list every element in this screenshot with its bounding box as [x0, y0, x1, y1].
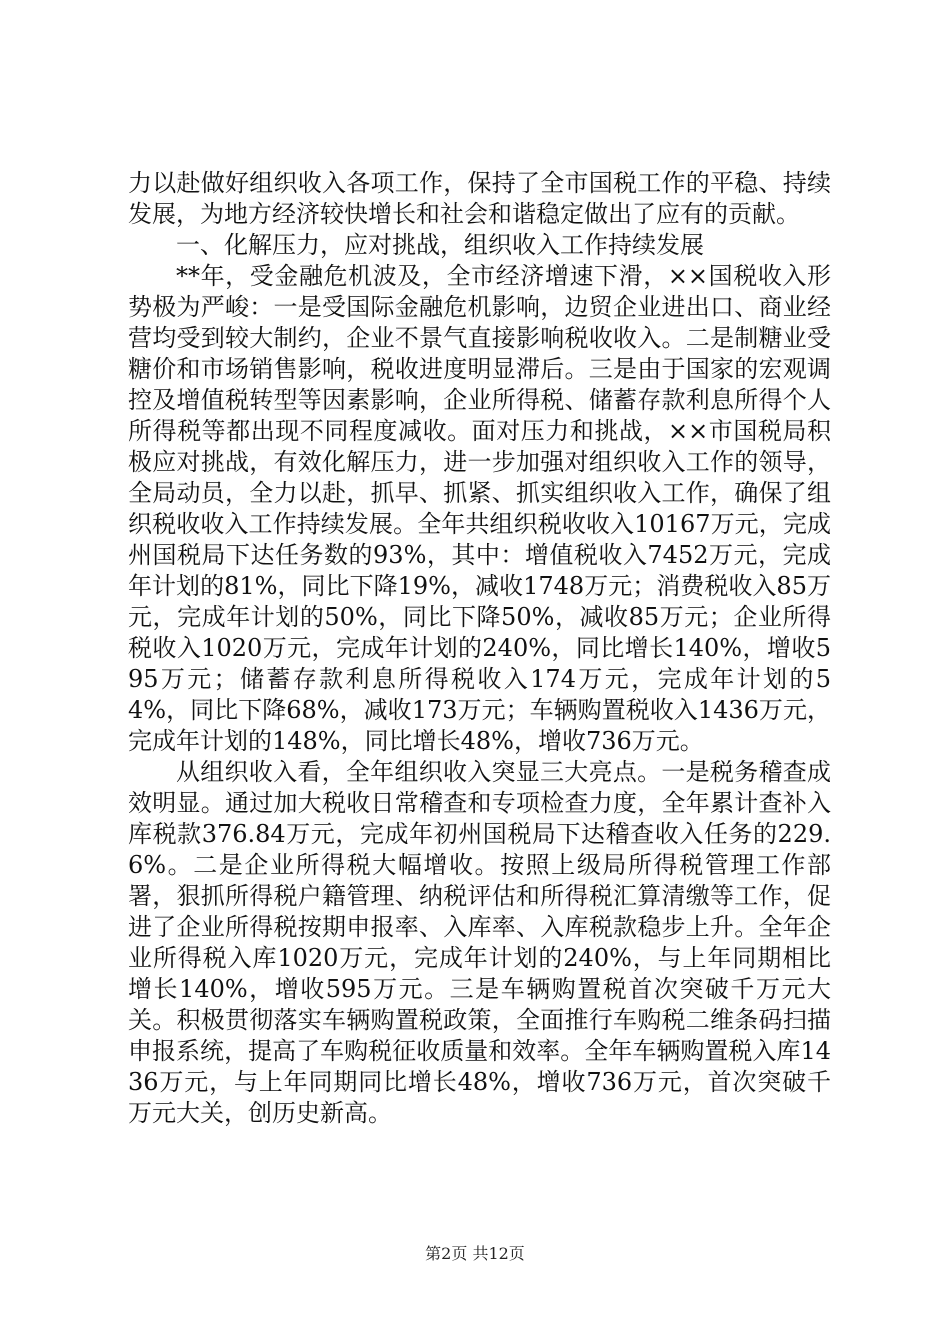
document-body	[128, 168, 831, 1129]
paragraph-highlights: 从组织收入看，全年组织收入突显三大亮点。一是税务稽查成效明显。通过加大税收日常稽查和专项检查力度，全年累计查补入库税款376.84万元，完成年初州国税局下达稽查收入任务的229.6%。二是企业所得税大幅增收。按照上级局所得税管理工作部署，狠抓所得税户籍管理、纳税评估和所得税汇算清缴等工作，促进了企业所得税按期申报率、入库率、入库税款稳步上升。全年企业所得税入库1020万元，完成年计划的240%，与上年同期相比增长140%，增收595万元。三是车辆购置税首次突破千万元大关。积极贯彻落实车辆购置税政策，全面推行车购税二维条码扫描申报系统，提高了车购税征收质量和效率。全年车辆购置税入库1436万元，与上年同期同比增长48%，增收736万元，首次突破千万元大关，创历史新高。	[128, 758, 831, 1127]
paragraph-continuation: 力以赴做好组织收入各项工作，保持了全市国税工作的平稳、持续发展，为地方经济较快增长和社会和谐稳定做出了应有的贡献。	[128, 169, 831, 228]
paragraph-revenue-situation: **年，受金融危机波及，全市经济增速下滑，××国税收入形势极为严峻：一是受国际金融危机影响，边贸企业进出口、商业经营均受到较大制约，企业不景气直接影响税收收入。二是制糖业受糖价和市场销售影响，税收进度明显滞后。三是由于国家的宏观调控及增值税转型等因素影响，企业所得税、储蓄存款利息所得个人所得税等都出现不同程度减收。面对压力和挑战，××市国税局积极应对挑战，有效化解压力，进一步加强对组织收入工作的领导，全局动员，全力以赴，抓早、抓紧、抓实组织收入工作，确保了组织税收收入工作持续发展。全年共组织税收收入10167万元，完成州国税局下达任务数的93%，其中：增值税收入7452万元，完成年计划的81%，同比下降19%，减收1748万元；消费税收入85万元，完成年计划的50%，同比下降50%，减收85万元；企业所得税收入1020万元，完成年计划的240%，同比增长140%，增收595万元；储蓄存款利息所得税收入174万元，完成年计划的54%，同比下降68%，减收173万元；车辆购置税收入1436万元，完成年计划的148%，同比增长48%，增收736万元。	[128, 262, 831, 755]
section-heading: 一、化解压力，应对挑战，组织收入工作持续发展	[176, 231, 704, 259]
page-footer: 第2页 共12页	[425, 1244, 525, 1263]
